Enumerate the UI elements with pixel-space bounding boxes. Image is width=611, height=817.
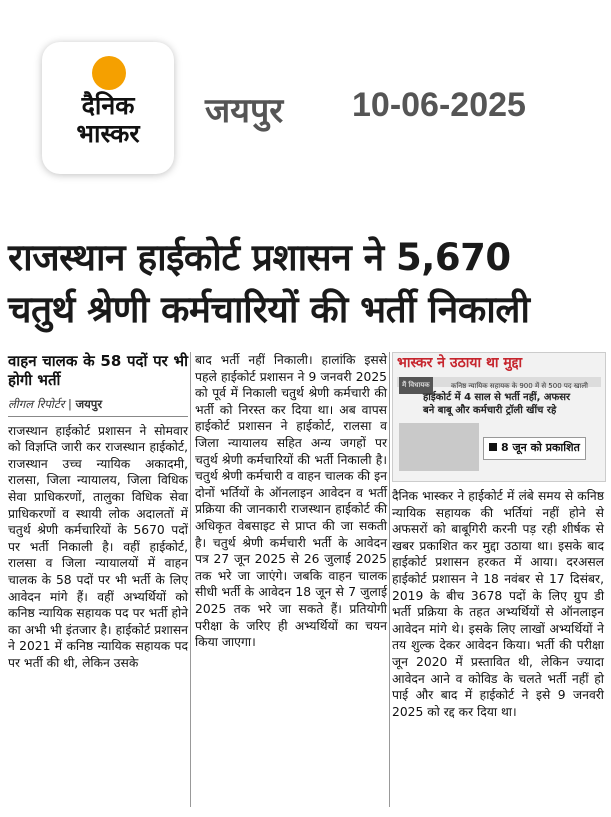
clip-date-text: 8 जून को प्रकाशित [501, 441, 580, 454]
column-3-text: दैनिक भास्कर ने हाईकोर्ट में लंबे समय से कनिष्ठ न्यायिक सहायक की भर्तियां नहीं होने से अफसरों को बाबूगिरी करनी पड़ रही शीर्षक से खबर प्रकाशित कर मुद्दा उठाया था। इसके बाद हाईकोर्ट प्रशासन हरकत में आया। दरअसल हाईकोर्ट प्रशासन ने 18 नवंबर से 17 दिसंबर, 2019 के बीच 3678 पदों के लिए ग्रुप डी भर्ती प्रक्रिया के तहत अभ्यर्थियों से ऑनलाइन आवेदन मांगे थे। इसके लिए लाखों अभ्यर्थियों ने तय शुल्क देकर आवेदन किया। भर्ती की परीक्षा जून 2020 में प्रस्तावित थी, लेकिन ज्यादा आवेदन आने व कोविड के चलते भर्ती नहीं हो पाई और बाद में हाईकोर्ट ने इसे 9 जनवरी 2025 को रद्द कर दिया था। [392, 489, 604, 719]
clip-published-date [483, 437, 586, 460]
byline: लीगल रिपोर्टर | जयपुर [8, 396, 188, 417]
byline-city: जयपुर [75, 397, 103, 411]
sub-headline: वाहन चालक के 58 पदों पर भी होगी भर्ती [8, 352, 188, 389]
column-divider [389, 352, 390, 807]
column-2-text: बाद भर्ती नहीं निकाली। हालांकि इससे पहले हाईकोर्ट प्रशासन ने 9 जनवरी 2025 को पूर्व में निकाली चतुर्थ श्रेणी कर्मचारी की भर्ती को निरस्त कर दिया था। अब वापस हाईकोर्ट प्रशासन ने हाईकोर्ट, रालसा व जिला न्यायालय सहित अन्य जगहों पर चतुर्थ श्रेणी कर्मचारियों की भर्ती निकाली है। चतुर्थ श्रेणी कर्मचारी व वाहन चालक की इन दोनों भर्तियों के ऑनलाइन आवेदन व भर्ती प्रक्रिया की जानकारी राजस्थान हाईकोर्ट की अधिकृत वेबसाइट से प्राप्त की जा सकती है। चतुर्थ श्रेणी कर्मचारी भर्ती के आवेदन पत्र 27 जून 2025 से 26 जुलाई 2025 तक भरे जा जाएंगे। जबकि वाहन चालक सीधी भर्ती के आवेदन 18 जून से 7 जुलाई 2025 तक भरे जा सकते हैं। प्रतियोगी परीक्षा के जरिए ही अभ्यर्थियों का चयन किया जाएगा। [195, 353, 387, 650]
logo-line1: दैनिक [81, 91, 135, 120]
page-header [0, 0, 611, 200]
edition-city: जयपुर [205, 91, 284, 131]
article-column-2 [195, 352, 387, 651]
clip-tag: मैं विधायक [399, 377, 433, 394]
clip-photo [399, 423, 479, 471]
clip-headline-1: हाईकोर्ट में 4 साल से भर्ती नहीं, अफसर [423, 392, 571, 403]
column-1-text: राजस्थान हाईकोर्ट प्रशासन ने सोमवार को विज्ञप्ति जारी कर राजस्थान हाईकोर्ट, राजस्थान उच्च न्यायिक अकादमी, रालसा, जिला न्यायालय, जिला विधिक सेवा प्राधिकरणों, तालुका विधिक सेवा प्राधिकरणों व स्थायी लोक अदालतों में चतुर्थ श्रेणी कर्मचारियों के 5670 पदों पर भर्ती निकाली है। वहीं हाईकोर्ट, रालसा व जिला न्यायालयों में वाहन चालक के 58 पदों पर भी भर्ती के लिए आवेदन मांगे हैं। वहीं अभ्यर्थियों को कनिष्ठ न्यायिक सहायक पद पर भर्ती होने का अभी भी इंतजार है। हाईकोर्ट प्रशासन ने 2021 में कनिष्ठ न्यायिक सहायक पद पर भर्ती की थी, लेकिन उसके [8, 423, 188, 670]
earlier-report-clipping [392, 352, 606, 482]
byline-label: लीगल रिपोर्टर [8, 397, 65, 411]
clip-kicker: कनिष्ठ न्यायिक सहायक के 900 में से 500 पद खाली [451, 382, 588, 390]
headline-line2: चतुर्थ श्रेणी कर्मचारियों की भर्ती निकाली [8, 288, 530, 331]
edition-date: 10-06-2025 [352, 86, 526, 124]
clip-headline-2: बने बाबू और कर्मचारी ट्रॉली खींच रहे [423, 405, 557, 416]
article-column-3 [392, 352, 604, 720]
column-divider [190, 352, 191, 807]
clip-title: भास्कर ने उठाया था मुद्दा [397, 355, 523, 371]
logo-line2: भास्कर [76, 119, 140, 148]
sun-icon [92, 56, 126, 90]
square-bullet-icon [489, 443, 497, 451]
main-headline [8, 232, 604, 336]
headline-line1: राजस्थान हाईकोर्ट प्रशासन ने 5,670 [8, 236, 511, 279]
article-column-1 [8, 352, 188, 672]
newspaper-logo [42, 42, 174, 174]
